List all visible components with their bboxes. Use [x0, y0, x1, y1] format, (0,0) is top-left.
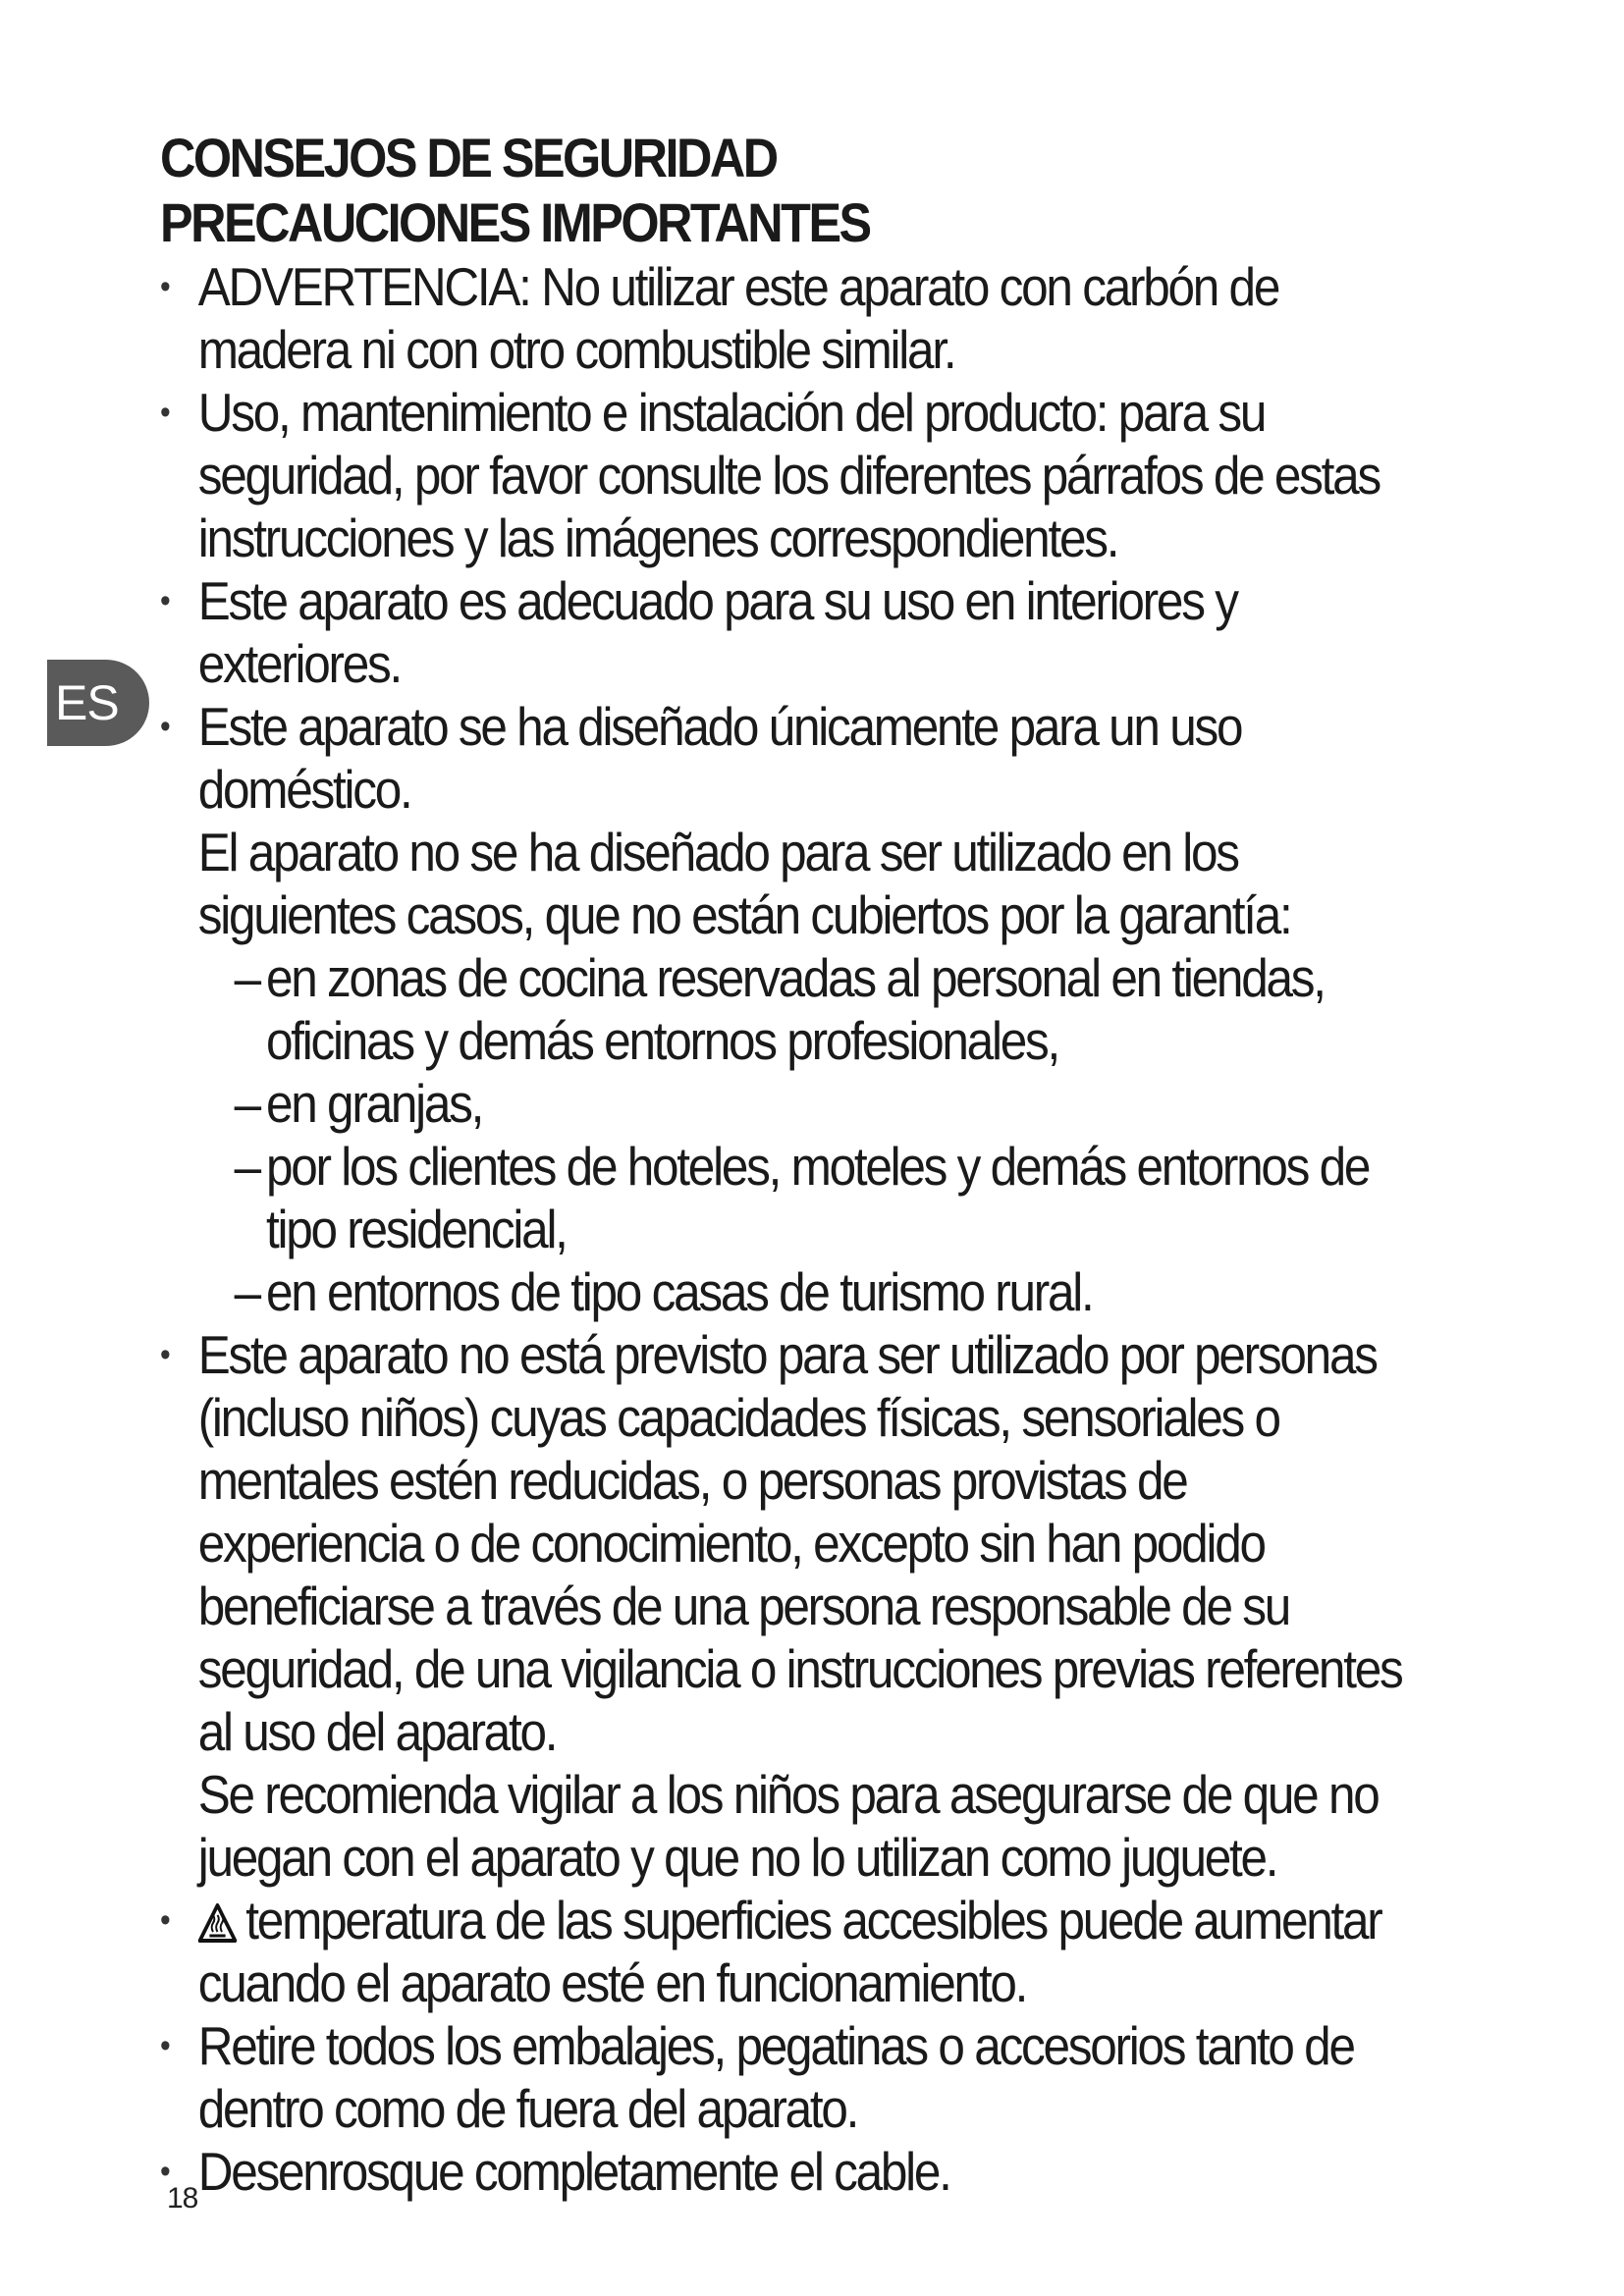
bullet-icon: •: [160, 1901, 169, 1939]
sub-list-item: [235, 1260, 1415, 1323]
safety-content: [160, 126, 1415, 2203]
section-title: CONSEJOS DE SEGURIDAD: [160, 127, 777, 188]
bullet-icon: •: [160, 708, 169, 745]
sub-list-item-text: en entornos de tipo casas de turismo rural.: [266, 1261, 1093, 1322]
bullet-icon: •: [160, 2153, 169, 2190]
bullet-icon: •: [160, 394, 169, 431]
list-item: [160, 255, 1415, 381]
dash-icon: –: [234, 1136, 259, 1197]
bullet-icon: •: [160, 582, 169, 619]
list-item-text: Este aparato es adecuado para su uso en interiores y exteriores.: [197, 570, 1237, 694]
precautions-list: [160, 255, 1415, 2203]
language-tab-label: ES: [55, 675, 119, 730]
hot-surface-warning-icon: [198, 1903, 238, 1943]
list-item-text-with-icon: [198, 1889, 1415, 2014]
list-item-text: Retire todos los embalajes, pegatinas o accesorios tanto de dentro como de fuera del aparato.: [197, 2015, 1354, 2139]
list-item-text-continued: El aparato no se ha diseñado para ser utilizado en los siguientes casos, que no están cubiertos por la garantía:: [197, 822, 1291, 945]
exclusions-list: [198, 946, 1415, 1323]
sub-list-item-text: en granjas,: [266, 1073, 483, 1134]
list-item: [160, 695, 1415, 1323]
dash-icon: –: [234, 947, 259, 1008]
list-item-text: temperatura de las superficies accesibles puede aumentar cuando el aparato esté en funcionamiento.: [197, 1890, 1381, 2013]
list-item-text: ADVERTENCIA: No utilizar este aparato con carbón de madera ni con otro combustible similar.: [197, 256, 1279, 380]
dash-icon: –: [234, 1261, 259, 1322]
list-item-text: Este aparato no está previsto para ser utilizado por personas (incluso niños) cuyas capacidades físicas, sensoriales o mentales estén reducidas, o personas provistas de experiencia o de conocimiento, excepto sin han podido beneficiarse a través de una persona responsable de su seguridad, de una vigilancia o instrucciones previas referentes al uso del aparato.: [197, 1324, 1402, 1762]
list-item-text-continued: Se recomienda vigilar a los niños para asegurarse de que no juegan con el aparato y que no lo utilizan como juguete.: [197, 1764, 1379, 1888]
sub-list-item-text: en zonas de cocina reservadas al personal en tiendas, oficinas y demás entornos profesionales,: [266, 947, 1325, 1071]
list-item-text: Desenrosque completamente el cable.: [197, 2141, 950, 2202]
list-item: [160, 2014, 1415, 2140]
sub-list-item-text: por los clientes de hoteles, moteles y demás entornos de tipo residencial,: [266, 1136, 1370, 1259]
list-item: [160, 2140, 1415, 2203]
list-item-text: Uso, mantenimiento e instalación del producto: para su seguridad, por favor consulte los diferentes párrafos de estas instrucciones y las imágenes correspondientes.: [197, 382, 1380, 568]
list-item: [160, 381, 1415, 569]
list-item: [160, 569, 1415, 695]
list-item: [160, 1889, 1415, 2014]
sub-list-item: [235, 1135, 1415, 1260]
list-item: [160, 1323, 1415, 1889]
dash-icon: –: [234, 1073, 259, 1134]
sub-list-item: [235, 946, 1415, 1072]
page-number: 18: [167, 2182, 198, 2215]
bullet-icon: •: [160, 1336, 169, 1373]
bullet-icon: •: [160, 268, 169, 305]
sub-list-item: [235, 1072, 1415, 1135]
bullet-icon: •: [160, 2027, 169, 2064]
list-item-text: Este aparato se ha diseñado únicamente para un uso doméstico.: [197, 696, 1242, 820]
section-subtitle: PRECAUCIONES IMPORTANTES: [160, 191, 870, 253]
